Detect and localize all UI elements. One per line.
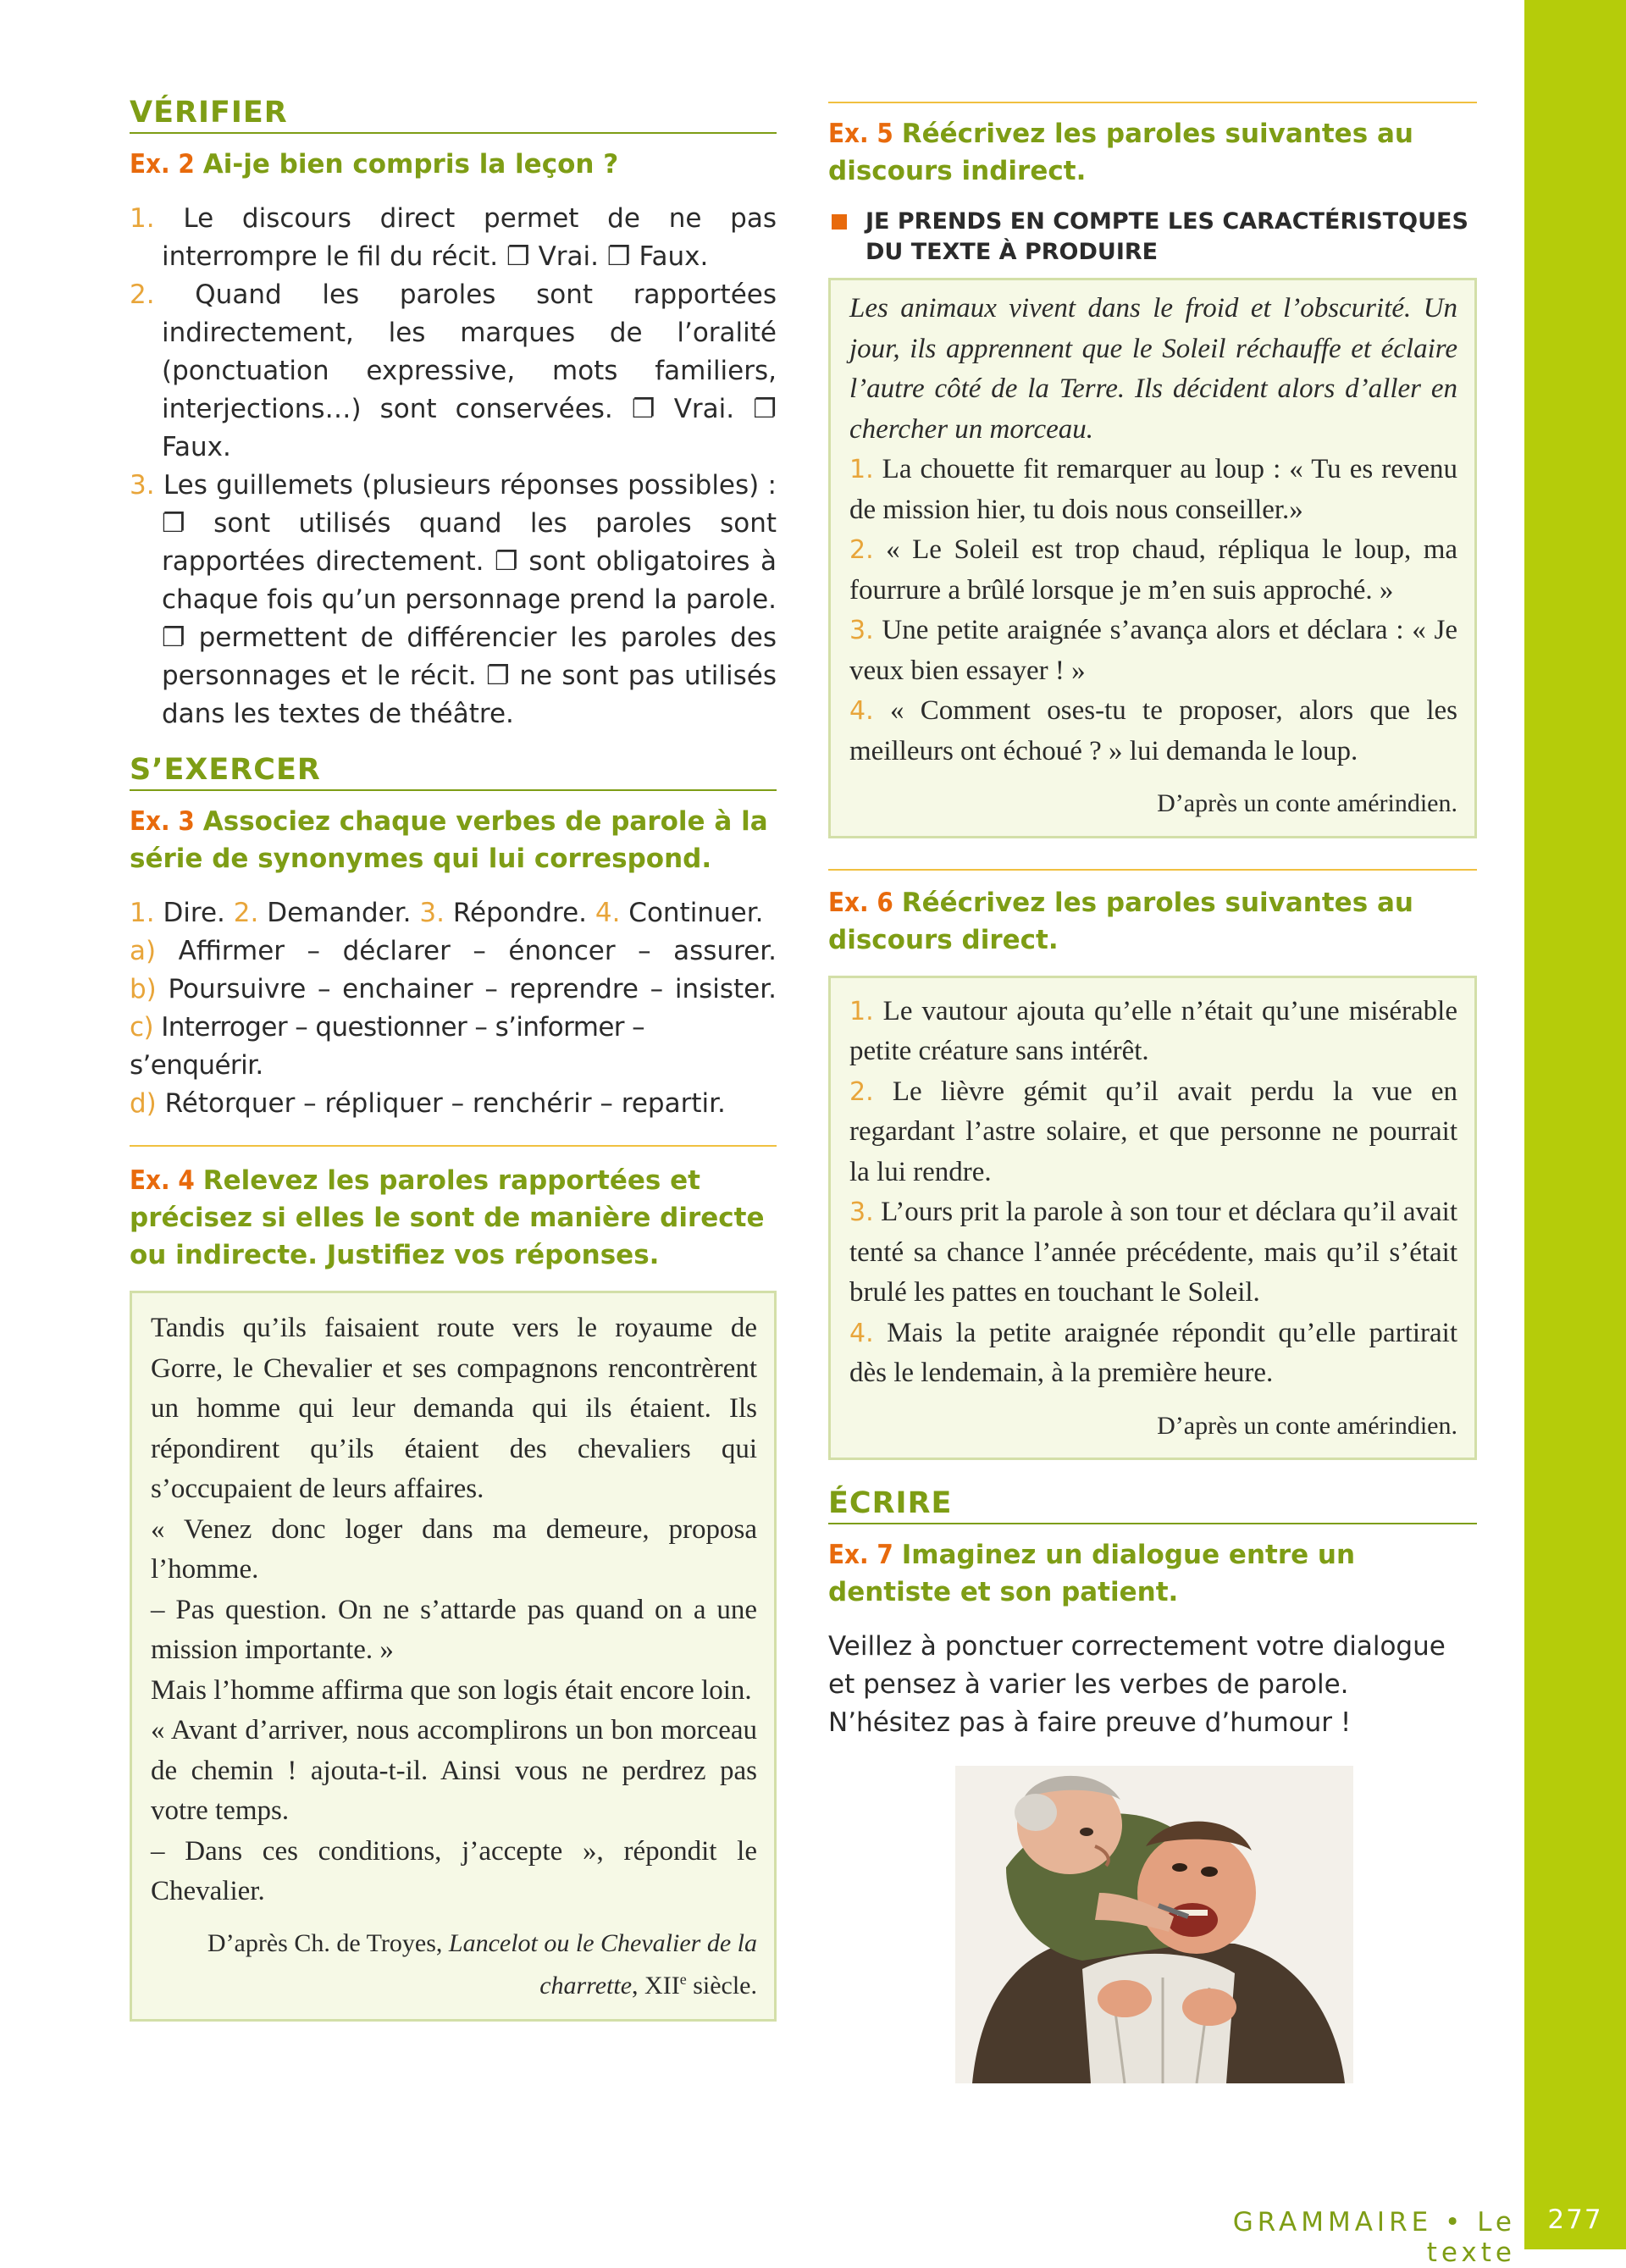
paragraph: – Pas question. On ne s’attarde pas quand on a une mission importante. »	[151, 1594, 757, 1665]
page-number: 277	[1547, 2204, 1603, 2235]
paragraph: Tandis qu’ils faisaient route vers le royaume de Gorre, le Chevalier et ses compagnons rencontrèrent un homme qui leur demanda qui ils étaient. Ils répondirent qu’ils étaient des chevaliers qui s’occupaient de leurs affaires.	[151, 1313, 757, 1504]
paragraph: Veillez à ponctuer correctement votre dialogue et pensez à varier les verbes de parole.	[828, 1631, 1446, 1700]
ex7-heading	[828, 1536, 1477, 1611]
ex2-heading	[130, 146, 777, 183]
list-item: 2. Quand les paroles sont rapportées indirectement, les marques de l’oralité (ponctuation expressive, mots familiers, interjections…) sont conservées. ❐ Vrai. ❐ Faux.	[130, 279, 777, 462]
ex7-number: Ex. 7	[828, 1540, 893, 1570]
list-item: b) Poursuivre – enchainer – reprendre – insister.	[130, 974, 777, 1004]
list-item: 1. La chouette fit remarquer au loup : « Tu es revenu de mission hier, tu dois nous conseiller.»	[849, 454, 1457, 525]
separator	[130, 1145, 777, 1147]
dentist-caricature-illustration	[955, 1766, 1353, 2083]
list-item: 2. Le lièvre gémit qu’il avait perdu la vue en regardant l’astre solaire, et que personne ne pourrait la lui rendre.	[849, 1076, 1458, 1187]
ex5-heading	[828, 115, 1477, 190]
ex3-number: Ex. 3	[130, 806, 195, 837]
section-title-verifier: VÉRIFIER	[130, 95, 777, 134]
section-title-exercer: S’EXERCER	[130, 752, 777, 791]
paragraph: « Avant d’arriver, nous accomplirons un bon morceau de chemin ! ajouta-t-il. Ainsi vous ne perdrez pas votre temps.	[151, 1715, 757, 1826]
ex5-subheading: JE PRENDS EN COMPTE LES CARACTÉRISTQUES DU TEXTE À PRODUIRE	[828, 207, 1477, 268]
ex5-title: Réécrivez les paroles suivantes au discours indirect.	[828, 119, 1413, 186]
ex5-number: Ex. 5	[828, 119, 893, 149]
list-item: 4. « Comment oses-tu te proposer, alors que les meilleurs ont échoué ? » lui demanda le loup.	[849, 695, 1457, 766]
ex6-source: D’après un conte amérindien.	[1157, 1411, 1457, 1440]
ex7-title: Imaginez un dialogue entre un dentiste et son patient.	[828, 1540, 1356, 1607]
ex2-list	[130, 200, 777, 733]
ex6-title: Réécrivez les paroles suivantes au discours direct.	[828, 887, 1413, 955]
list-item: 3. Une petite araignée s’avança alors et déclara : « Je veux bien essayer ! »	[849, 615, 1458, 686]
ex5-intro: Les animaux vivent dans le froid et l’obscurité. Un jour, ils apprennent que le Soleil réchauffe et éclaire l’autre côté de la Terre. Ils décident alors d’aller en chercher un morceau.	[849, 293, 1457, 445]
separator	[828, 869, 1477, 871]
square-bullet-icon	[832, 214, 847, 230]
list-item: 1. Le vautour ajouta qu’elle n’était qu’une misérable petite créature sans intérêt.	[849, 995, 1457, 1066]
running-footer: GRAMMAIRE • Le texte	[1232, 2207, 1516, 2268]
ex4-number: Ex. 4	[130, 1165, 195, 1196]
ex4-title: Relevez les paroles rapportées et précisez si elles le sont de manière directe ou indirecte. Justifiez vos réponses.	[130, 1165, 765, 1270]
paragraph: « Venez donc loger dans ma demeure, proposa l’homme.	[151, 1513, 757, 1585]
ex3-verbs: 1. Dire. 2. Demander. 3. Répondre. 4. Continuer.	[130, 898, 764, 928]
list-item: 1. Le discours direct permet de ne pas interrompre le fil du récit. ❐ Vrai. ❐ Faux.	[130, 203, 777, 272]
paragraph: N’hésitez pas à faire preuve d’humour !	[828, 1707, 1352, 1738]
page-edge-band	[1524, 0, 1626, 2249]
ex5-text-box	[828, 278, 1477, 838]
paragraph: Mais l’homme affirma que son logis était encore loin.	[151, 1674, 752, 1706]
ex6-text-box	[828, 976, 1477, 1461]
paragraph: – Dans ces conditions, j’accepte », répondit le Chevalier.	[151, 1835, 757, 1906]
ex2-title: Ai-je bien compris la leçon ?	[202, 149, 619, 180]
list-item: a) Affirmer – déclarer – énoncer – assurer.	[130, 936, 777, 966]
ex3-title: Associez chaque verbes de parole à la série de synonymes qui lui correspond.	[130, 806, 768, 874]
ex6-heading	[828, 884, 1477, 959]
ex4-text-box	[130, 1291, 777, 2022]
section-title-ecrire: ÉCRIRE	[828, 1485, 1477, 1524]
ex3-content	[130, 894, 777, 1123]
dentist-caricature-drawing	[955, 1766, 1353, 2083]
right-column	[828, 95, 1477, 1742]
list-item: 4. Mais la petite araignée répondit qu’elle partirait dès le lendemain, à la première heure.	[849, 1317, 1457, 1388]
ex3-heading	[130, 803, 777, 877]
list-item: d) Rétorquer – répliquer – renchérir – repartir.	[130, 1088, 726, 1119]
ex2-number: Ex. 2	[130, 149, 195, 180]
list-item: 3. L’ours prit la parole à son tour et déclara qu’il avait tenté sa chance l’année précédente, mais qu’il s’était brulé les pattes en touchant le Soleil.	[849, 1197, 1457, 1308]
ex4-heading	[130, 1162, 777, 1274]
list-item: 2. « Le Soleil est trop chaud, répliqua le loup, ma fourrure a brûlé lorsque je m’en suis approché. »	[849, 534, 1458, 606]
ex7-instructions	[828, 1628, 1477, 1742]
left-column	[130, 95, 777, 2022]
ex5-source: D’après un conte amérindien.	[1157, 789, 1457, 817]
ex4-source: D’après Ch. de Troyes, Lancelot ou le Chevalier de la charrette, XIIe siècle.	[207, 1928, 757, 2000]
separator	[828, 102, 1477, 103]
list-item: c) Interroger – questionner – s’informer – s’enquérir.	[130, 1012, 645, 1081]
ex6-number: Ex. 6	[828, 887, 893, 918]
list-item: 3. Les guillemets (plusieurs réponses possibles) : ❐ sont utilisés quand les paroles sont rapportées directement. ❐ sont obligatoires à chaque fois qu’un personnage prend la parole. ❐ permettent de différencier les paroles des personnages et le récit. ❐ ne sont pas utilisés dans les textes de théâtre.	[130, 470, 777, 729]
